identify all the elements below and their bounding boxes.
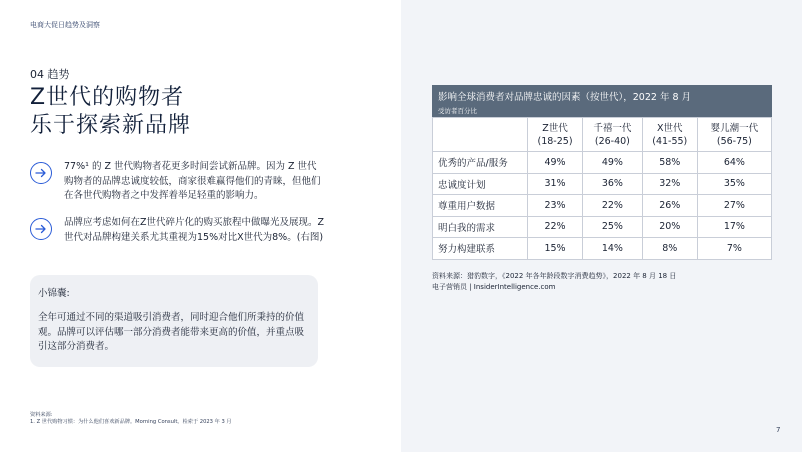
table-cell: 22% (583, 195, 643, 217)
data-table (432, 117, 772, 260)
table-row (433, 216, 772, 238)
table-cell: 32% (642, 173, 697, 195)
column-header: 婴儿潮一代 (56-75) (697, 118, 771, 152)
footnote-text: 1. Z 世代购物习惯：为什么他们喜欢新品牌。Morning Consult。检索于 2023 年 3 月 (30, 419, 232, 425)
loyalty-table (432, 85, 772, 260)
table-row (433, 238, 772, 260)
row-label: 忠诚度计划 (433, 173, 528, 195)
document-header: 电商大促日趋势及洞察 (30, 21, 100, 29)
column-header: X世代 (41-55) (642, 118, 697, 152)
footnote-label: 资料来源: (30, 412, 53, 418)
table-cell: 58% (642, 152, 697, 174)
row-label: 尊重用户数据 (433, 195, 528, 217)
table-cell: 17% (697, 216, 771, 238)
table-cell: 36% (583, 173, 643, 195)
column-header-empty (433, 118, 528, 152)
table-cell: 22% (528, 216, 583, 238)
table-cell: 49% (528, 152, 583, 174)
section-label: 04 趋势 (30, 68, 70, 81)
table-row (433, 173, 772, 195)
table-cell: 7% (697, 238, 771, 260)
table-source (432, 271, 676, 292)
tip-body: 全年可通过不同的渠道吸引消费者，同时迎合他们所秉持的价值观。品牌可以评估哪一部分消费者能带来更高的价值，并重点吸引这部分消费者。 (38, 312, 305, 352)
table-row (433, 195, 772, 217)
table-cell: 14% (583, 238, 643, 260)
footnote (30, 412, 232, 426)
table-title: 影响全球消费者对品牌忠诚的因素（按世代），2022 年 8 月 (438, 92, 692, 103)
tip-title: 小锦囊: (38, 288, 70, 299)
table-subtitle: 受访者百分比 (438, 107, 477, 115)
table-cell: 15% (528, 238, 583, 260)
row-label: 努力构建联系 (433, 238, 528, 260)
table-cell: 20% (642, 216, 697, 238)
page-title-line1: Z世代的购物者 (30, 85, 185, 110)
table-cell: 23% (528, 195, 583, 217)
table-header (432, 85, 772, 117)
tip-box (30, 275, 318, 367)
bullet-text: 品牌应考虑如何在Z世代碎片化的购买旅程中做曝光及展现。Z 世代对品牌构建关系尤其重视为15%对比X世代为8%。(右图) (64, 217, 325, 243)
table-cell: 8% (642, 238, 697, 260)
table-cell: 25% (583, 216, 643, 238)
table-cell: 27% (697, 195, 771, 217)
arrow-right-icon (30, 218, 52, 240)
bullet-item (30, 216, 326, 245)
table-cell: 31% (528, 173, 583, 195)
table-cell: 26% (642, 195, 697, 217)
source-line: 资料来源：猎豹数字，《2022 年各年龄段数字消费趋势》，2022 年 8 月 18 日 (432, 272, 677, 280)
row-label: 优秀的产品/服务 (433, 152, 528, 174)
column-header: Z世代 (18-25) (528, 118, 583, 152)
bullet-text: 77%¹ 的 Z 世代购物者花更多时间尝试新品牌。因为 Z 世代购物者的品牌忠诚度较低，商家很难赢得他们的青睐，但他们在各世代购物者之中发挥着举足轻重的影响力。 (64, 161, 321, 201)
table-cell: 49% (583, 152, 643, 174)
source-line: 电子营销员 | InsiderIntelligence.com (432, 282, 556, 291)
page-title (30, 84, 191, 140)
table-cell: 64% (697, 152, 771, 174)
table-cell: 35% (697, 173, 771, 195)
row-label: 明白我的需求 (433, 216, 528, 238)
page-title-line2: 乐于探索新品牌 (30, 113, 192, 138)
bullet-item (30, 160, 326, 204)
arrow-right-icon (30, 162, 52, 184)
page-number: 7 (776, 426, 781, 434)
column-header-row (433, 118, 772, 152)
table-row (433, 152, 772, 174)
column-header: 千禧一代 (26-40) (583, 118, 643, 152)
